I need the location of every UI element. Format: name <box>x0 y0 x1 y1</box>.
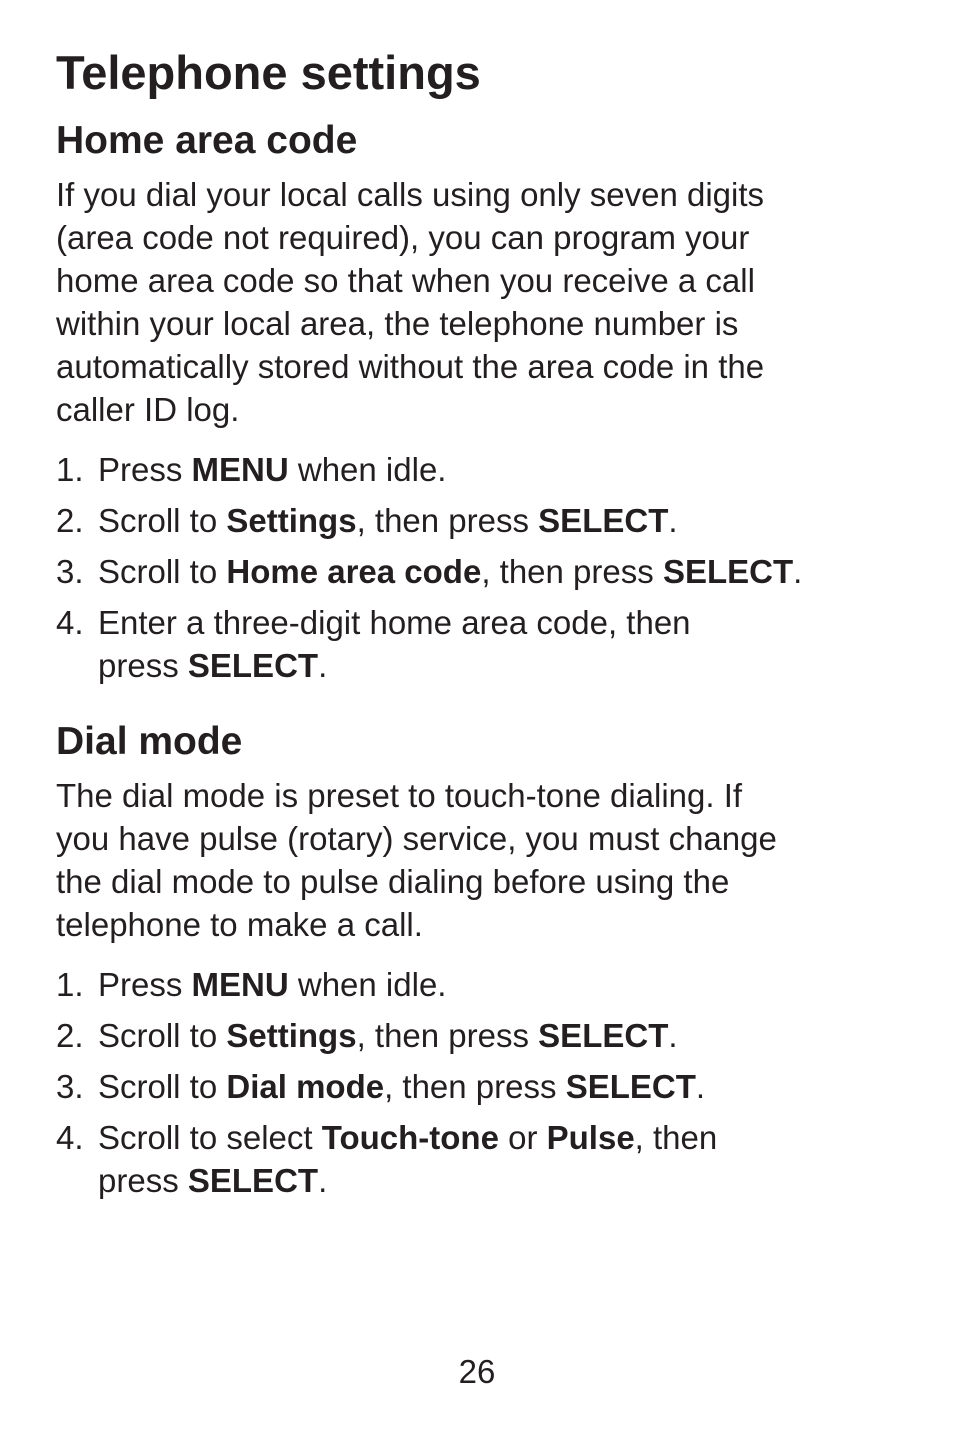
intro-line: automatically stored without the area code in the <box>56 348 765 385</box>
intro-line: caller ID log. <box>56 391 240 428</box>
step-number: 3. <box>56 1068 84 1105</box>
step-number: 2. <box>56 1017 84 1054</box>
select-key-label: SELECT <box>538 502 669 539</box>
step-text: Enter a three-digit home area code, then press SELECT. <box>98 604 691 684</box>
step-item <box>56 1116 916 1202</box>
touch-tone-label: Touch-tone <box>321 1119 499 1156</box>
home-area-code-label: Home area code <box>226 553 482 590</box>
intro-line: The dial mode is preset to touch-tone dialing. If <box>56 777 743 814</box>
step-text: Scroll to Settings, then press SELECT. <box>98 502 678 539</box>
pulse-label: Pulse <box>546 1119 635 1156</box>
step-number: 4. <box>56 1119 84 1156</box>
intro-line: the dial mode to pulse dialing before using the <box>56 863 730 900</box>
menu-key-label: MENU <box>191 966 289 1003</box>
select-key-label: SELECT <box>565 1068 696 1105</box>
step-text: Scroll to Dial mode, then press SELECT. <box>98 1068 706 1105</box>
section-heading-home-area-code: Home area code <box>56 119 358 162</box>
intro-line: telephone to make a call. <box>56 906 423 943</box>
intro-line: home area code so that when you receive a call <box>56 262 755 299</box>
dial-mode-steps <box>56 963 916 1210</box>
step-item <box>56 963 916 1006</box>
step-text: Scroll to Home area code, then press SELECT. <box>98 553 803 590</box>
step-number: 3. <box>56 553 84 590</box>
section-heading-dial-mode: Dial mode <box>56 720 243 763</box>
step-number: 4. <box>56 604 84 641</box>
select-key-label: SELECT <box>187 1162 319 1199</box>
step-item <box>56 499 916 542</box>
select-key-label: SELECT <box>662 553 794 590</box>
intro-line: If you dial your local calls using only seven digits <box>56 176 765 213</box>
intro-line: within your local area, the telephone number is <box>56 305 739 342</box>
step-text: Press MENU when idle. <box>98 966 447 1003</box>
home-area-code-intro <box>56 173 906 431</box>
intro-line: (area code not required), you can program your <box>56 219 750 256</box>
page-title: Telephone settings <box>56 46 481 99</box>
select-key-label: SELECT <box>538 1017 669 1054</box>
step-number: 1. <box>56 451 84 488</box>
home-area-code-steps <box>56 448 916 695</box>
step-item <box>56 550 916 593</box>
step-item <box>56 448 916 491</box>
intro-line: you have pulse (rotary) service, you must change <box>56 820 777 857</box>
step-item <box>56 601 916 687</box>
step-item <box>56 1014 916 1057</box>
dial-mode-label: Dial mode <box>226 1068 385 1105</box>
page-number: 26 <box>458 1353 496 1390</box>
step-text: Scroll to select Touch-tone or Pulse, then press SELECT. <box>98 1119 718 1199</box>
step-number: 1. <box>56 966 84 1003</box>
select-key-label: SELECT <box>187 647 319 684</box>
dial-mode-intro <box>56 774 906 946</box>
menu-key-label: MENU <box>191 451 289 488</box>
step-text: Press MENU when idle. <box>98 451 447 488</box>
step-item <box>56 1065 916 1108</box>
step-number: 2. <box>56 502 84 539</box>
settings-label: Settings <box>226 1017 357 1054</box>
step-text: Scroll to Settings, then press SELECT. <box>98 1017 678 1054</box>
settings-label: Settings <box>226 502 357 539</box>
